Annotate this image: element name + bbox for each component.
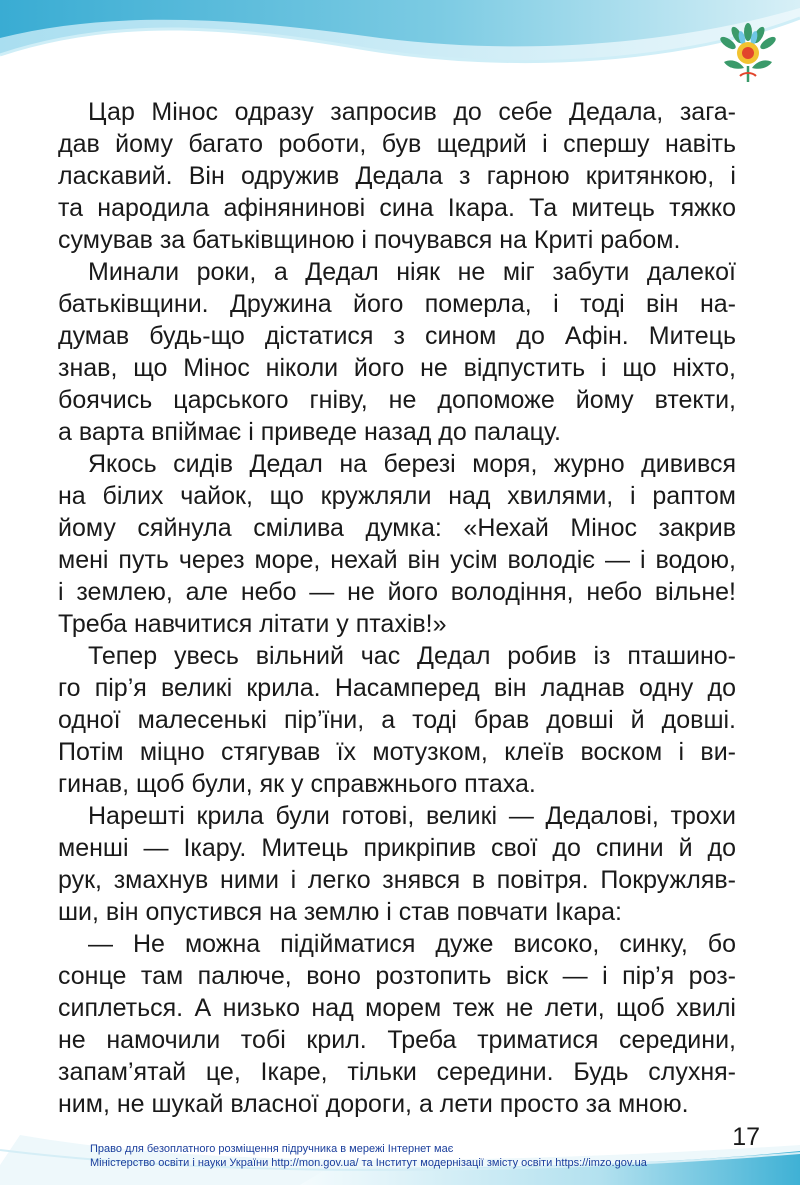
- text-line: на білих чайок, що кружляли над хвилями, і раптом: [58, 482, 736, 510]
- text-line: і землею, але небо — не його володіння, небо вільне!: [58, 578, 736, 606]
- text-line: ним, не шукай власної дороги, а лети просто за мною.: [58, 1090, 689, 1118]
- text-line: Треба навчитися літати у птахів!»: [58, 610, 447, 638]
- text-line: боячись царського гніву, не допоможе йому втекти,: [58, 386, 736, 414]
- text-line: ши, він опустився на землю і став повчати Ікара:: [58, 898, 623, 926]
- paragraph-1: [58, 96, 736, 256]
- text-line: сиплеться. А низько над морем теж не лети, щоб хвилі: [58, 994, 736, 1022]
- copyright-line: Міністерство освіти і науки України http://mon.gov.ua/ та Інститут модернізації змісту освіти https://imzo.gov.ua: [90, 1157, 647, 1169]
- header-wave-decoration: [0, 0, 800, 110]
- text-line: — Не можна підійматися дуже високо, синку, бо: [88, 930, 736, 958]
- text-line: одної малесенькі пір’їни, а тоді брав довші й довші.: [58, 706, 736, 734]
- copyright-notice: [90, 1142, 647, 1170]
- paragraph-2: [58, 256, 736, 448]
- text-line: батьківщини. Дружина його померла, і тоді він на-: [58, 290, 736, 318]
- text-line: а варта впіймає і приведе назад до палацу.: [58, 418, 561, 446]
- paragraph-3: [58, 448, 736, 640]
- text-line: запам’ятай це, Ікаре, тільки середини. Будь слухня-: [58, 1058, 736, 1086]
- text-line: йому сяйнула смілива думка: «Нехай Мінос закрив: [58, 514, 736, 542]
- paragraph-5: [58, 800, 736, 928]
- text-line: Потім міцно стягував їх мотузком, клеїв воском і ви-: [58, 738, 736, 766]
- text-line: ласкавий. Він одружив Дедала з гарною критянкою, і: [58, 162, 736, 190]
- paragraph-6: [58, 928, 736, 1120]
- text-line: рук, змахнув ними і легко знявся в повітря. Покружляв-: [58, 866, 736, 894]
- text-line: Тепер увесь вільний час Дедал робив із пташино-: [88, 642, 736, 670]
- text-line: знав, що Мінос ніколи його не відпустить і що ніхто,: [58, 354, 736, 382]
- text-line: Цар Мінос одразу запросив до себе Дедала, зага-: [88, 98, 736, 126]
- text-line: Якось сидів Дедал на березі моря, журно дивився: [88, 450, 736, 478]
- text-line: дав йому багато роботи, був щедрий і спершу навіть: [58, 130, 736, 158]
- text-line: не намочили тобі крил. Треба триматися середини,: [58, 1026, 736, 1054]
- page-number: 17: [732, 1123, 760, 1151]
- text-line: менші — Ікару. Митець прикріпив свої до спини й до: [58, 834, 736, 862]
- story-text: [58, 96, 736, 1120]
- text-line: Минали роки, а Дедал ніяк не міг забути далекої: [88, 258, 736, 286]
- text-line: Нарешті крила були готові, великі — Дедалові, трохи: [88, 802, 736, 830]
- text-line: сонце там палюче, воно розтопить віск — і пір’я роз-: [58, 962, 736, 990]
- text-line: сумував за батьківщиною і почувався на Криті рабом.: [58, 226, 681, 254]
- text-line: го пір’я великі крила. Насамперед він ладнав одну до: [58, 674, 736, 702]
- copyright-line: Право для безоплатного розміщення підручника в мережі Інтернет має: [90, 1143, 454, 1155]
- ornament-flower-icon: [718, 22, 778, 84]
- text-line: думав будь-що дістатися з сином до Афін. Митець: [58, 322, 736, 350]
- text-line: та народила афінянинові сина Ікара. Та митець тяжко: [58, 194, 736, 222]
- text-line: мені путь через море, нехай він усім володіє — і водою,: [58, 546, 736, 574]
- paragraph-4: [58, 640, 736, 800]
- text-line: гинав, щоб були, як у справжнього птаха.: [58, 770, 536, 798]
